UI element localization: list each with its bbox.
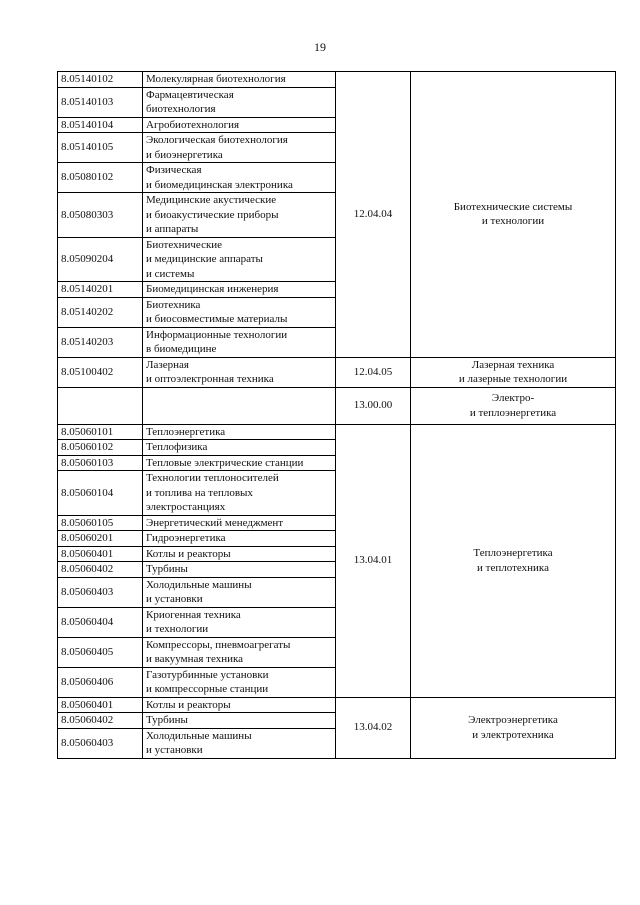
old-specialty-name [143, 387, 336, 424]
table-row [58, 387, 616, 424]
new-direction-code: 12.04.05 [336, 357, 411, 387]
old-specialty-name: Холодильные машины и установки [143, 577, 336, 607]
old-specialty-name: Теплофизика [143, 440, 336, 456]
old-specialty-code: 8.05060402 [58, 713, 143, 729]
old-specialty-code [58, 387, 143, 424]
old-specialty-code: 8.05100402 [58, 357, 143, 387]
old-specialty-code: 8.05060201 [58, 531, 143, 547]
old-specialty-name: Гидроэнергетика [143, 531, 336, 547]
old-specialty-name: Газотурбинные установки и компрессорные станции [143, 667, 336, 697]
old-specialty-code: 8.05060401 [58, 697, 143, 713]
old-specialty-code: 8.05140103 [58, 87, 143, 117]
correspondence-table [57, 71, 616, 759]
table-row [58, 357, 616, 387]
new-direction-code: 12.04.04 [336, 72, 411, 358]
old-specialty-code: 8.05060403 [58, 728, 143, 758]
old-specialty-name: Технологии теплоносителей и топлива на тепловых электростанциях [143, 471, 336, 516]
new-direction-code: 13.00.00 [336, 387, 411, 424]
old-specialty-code: 8.05060105 [58, 515, 143, 531]
old-specialty-code: 8.05080102 [58, 163, 143, 193]
old-specialty-code: 8.05060403 [58, 577, 143, 607]
new-direction-name: Биотехнические системы и технологии [411, 72, 616, 358]
old-specialty-name: Криогенная техника и технологии [143, 607, 336, 637]
old-specialty-code: 8.05060101 [58, 424, 143, 440]
page-number: 19 [314, 40, 326, 54]
old-specialty-name: Биотехника и биосовместимые материалы [143, 297, 336, 327]
old-specialty-name: Котлы и реакторы [143, 697, 336, 713]
new-direction-name: Электроэнергетика и электротехника [411, 697, 616, 758]
old-specialty-code: 8.05060404 [58, 607, 143, 637]
old-specialty-name: Медицинские акустические и биоакустические приборы и аппараты [143, 193, 336, 238]
new-direction-code: 13.04.01 [336, 424, 411, 697]
table-row [58, 424, 616, 440]
old-specialty-name: Тепловые электрические станции [143, 455, 336, 471]
new-direction-code: 13.04.02 [336, 697, 411, 758]
old-specialty-name: Теплоэнергетика [143, 424, 336, 440]
old-specialty-name: Энергетический менеджмент [143, 515, 336, 531]
old-specialty-code: 8.05090204 [58, 237, 143, 282]
old-specialty-name: Фармацевтическая биотехнология [143, 87, 336, 117]
correspondence-table-body [58, 72, 616, 759]
old-specialty-name: Лазерная и оптоэлектронная техника [143, 357, 336, 387]
old-specialty-code: 8.05140201 [58, 282, 143, 298]
old-specialty-name: Биомедицинская инженерия [143, 282, 336, 298]
old-specialty-name: Котлы и реакторы [143, 546, 336, 562]
old-specialty-code: 8.05140105 [58, 133, 143, 163]
old-specialty-code: 8.05140203 [58, 327, 143, 357]
old-specialty-code: 8.05080303 [58, 193, 143, 238]
table-row [58, 697, 616, 713]
old-specialty-code: 8.05060402 [58, 562, 143, 578]
old-specialty-code: 8.05060103 [58, 455, 143, 471]
old-specialty-name: Агробиотехнология [143, 117, 336, 133]
old-specialty-name: Турбины [143, 562, 336, 578]
old-specialty-code: 8.05060401 [58, 546, 143, 562]
old-specialty-code: 8.05140202 [58, 297, 143, 327]
old-specialty-name: Компрессоры, пневмоагрегаты и вакуумная техника [143, 637, 336, 667]
table-row [58, 72, 616, 88]
old-specialty-name: Биотехнические и медицинские аппараты и системы [143, 237, 336, 282]
old-specialty-code: 8.05140102 [58, 72, 143, 88]
old-specialty-name: Холодильные машины и установки [143, 728, 336, 758]
old-specialty-code: 8.05060406 [58, 667, 143, 697]
old-specialty-code: 8.05140104 [58, 117, 143, 133]
old-specialty-name: Турбины [143, 713, 336, 729]
new-direction-name: Теплоэнергетика и теплотехника [411, 424, 616, 697]
old-specialty-name: Экологическая биотехнология и биоэнергетика [143, 133, 336, 163]
old-specialty-code: 8.05060102 [58, 440, 143, 456]
old-specialty-name: Информационные технологии в биомедицине [143, 327, 336, 357]
old-specialty-code: 8.05060104 [58, 471, 143, 516]
new-direction-name: Электро- и теплоэнергетика [411, 387, 616, 424]
old-specialty-code: 8.05060405 [58, 637, 143, 667]
old-specialty-name: Молекулярная биотехнология [143, 72, 336, 88]
old-specialty-name: Физическая и биомедицинская электроника [143, 163, 336, 193]
new-direction-name: Лазерная техника и лазерные технологии [411, 357, 616, 387]
